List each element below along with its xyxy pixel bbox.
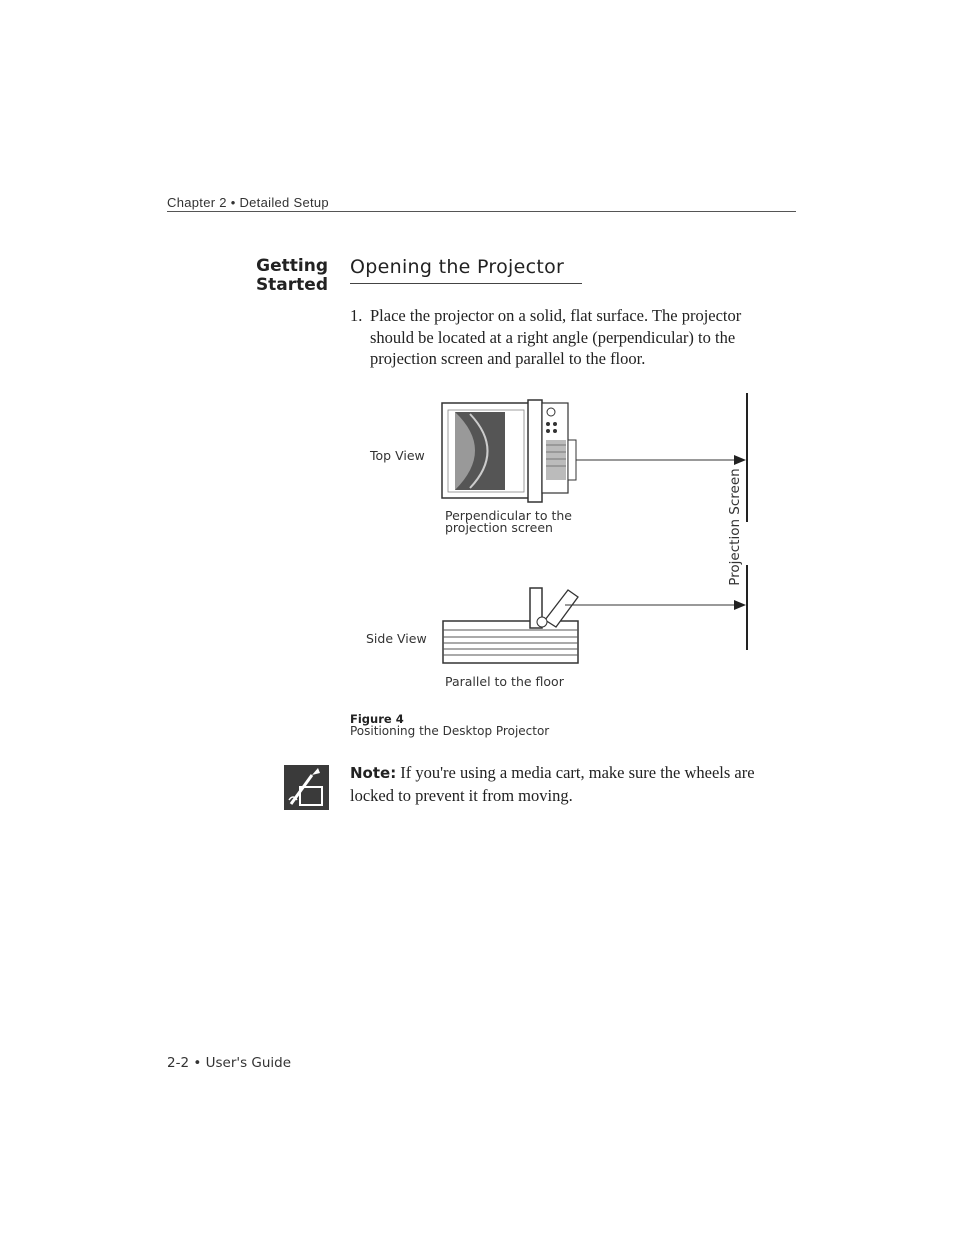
top-view-arrowhead bbox=[734, 455, 746, 465]
figure-caption: Positioning the Desktop Projector bbox=[350, 724, 550, 738]
section-title: Opening the Projector bbox=[350, 256, 565, 278]
perpendicular-label-line2: projection screen bbox=[445, 520, 553, 535]
note-text: If you're using a media cart, make sure the wheels are locked to prevent it from moving. bbox=[350, 763, 755, 805]
side-heading-line1: Getting bbox=[256, 256, 328, 276]
note-paragraph bbox=[350, 762, 790, 806]
page-footer: 2-2 • User's Guide bbox=[167, 1055, 292, 1071]
chapter-header: Chapter 2 • Detailed Setup bbox=[167, 195, 329, 210]
parallel-label: Parallel to the floor bbox=[445, 674, 564, 689]
pencil-note-icon bbox=[284, 765, 329, 810]
side-view-arrowhead bbox=[734, 600, 746, 610]
step-number: 1. bbox=[350, 306, 363, 325]
perpendicular-label-line1: Perpendicular to the bbox=[445, 508, 572, 523]
side-view-projector-illustration bbox=[443, 588, 578, 663]
projection-screen-label: Projection Screen bbox=[727, 468, 743, 586]
top-view-projector-illustration bbox=[442, 400, 576, 502]
side-heading-line2: Started bbox=[255, 275, 328, 295]
figure-number: Figure 4 bbox=[350, 712, 404, 726]
note-label: Note: bbox=[350, 764, 397, 782]
step-text: Place the projector on a solid, flat surface. The projector should be located at a right angle (perpendicular) to the projection screen and parallel to the floor. bbox=[370, 306, 742, 368]
top-view-label: Top View bbox=[370, 448, 425, 463]
side-view-label: Side View bbox=[366, 631, 427, 646]
